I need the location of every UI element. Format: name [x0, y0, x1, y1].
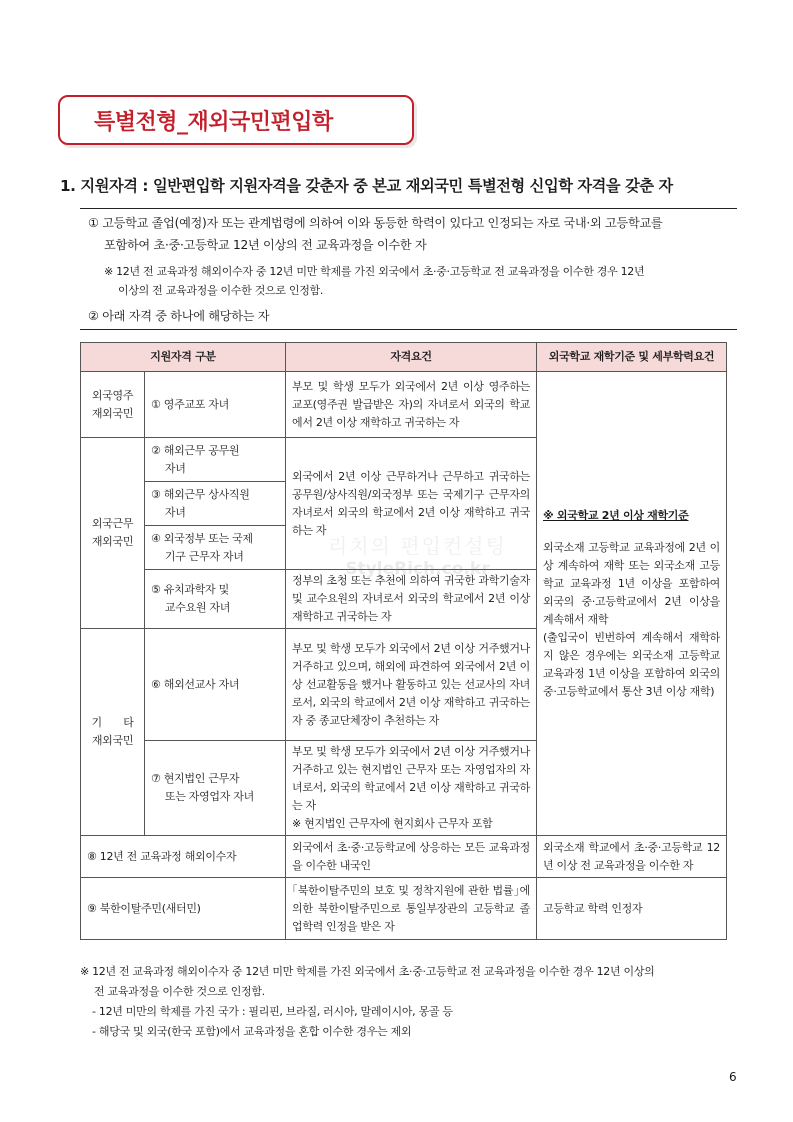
criteria-extra: (출입국이 빈번하여 계속해서 재학하지 않은 경우에는 외국소재 고등학교 교육과정 1년 이상을 포함하여 외국의 중·고등학교에서 통산 3년 이상 재학): [543, 630, 720, 698]
group-work: 외국근무 재외국민: [81, 438, 145, 629]
page-title: 특별전형_재외국민편입학: [94, 110, 333, 135]
divider: [80, 208, 737, 209]
r5-requirement: 정부의 초청 또는 추천에 의하여 귀국한 과학기술자 및 교수요원의 자녀로서 외국의 학교에서 2년 이상 재학하고 귀국하는 자: [286, 570, 537, 629]
r7-subcategory: ⑦ 현지법인 근무자 또는 자영업자 자녀: [145, 741, 286, 836]
header-category: 지원자격 구분: [81, 343, 286, 372]
table-row: [81, 878, 727, 940]
footnote-line3: - 12년 미만의 학제를 가진 국가 : 필리핀, 브라질, 러시아, 말레이시아, 몽골 등: [92, 1005, 453, 1018]
footnote-line4: - 해당국 및 외국(한국 포함)에서 교육과정을 혼합 이수한 경우는 제외: [92, 1025, 412, 1038]
r1-requirement: 부모 및 학생 모두가 외국에서 2년 이상 영주하는 교포(영주권 발급받은 자)의 자녀로서 외국의 학교에서 2년 이상 재학하고 귀국하는 자: [286, 372, 537, 438]
criteria-cell: [537, 372, 727, 836]
r7-note: ※ 현지법인 근무자에 현지회사 근무자 포함: [292, 817, 493, 830]
criteria-heading: ※ 외국학교 2년 이상 재학기준: [543, 508, 689, 522]
table-row: [81, 372, 727, 438]
item1-line2: 포함하여 초·중·고등학교 12년 이상의 전 교육과정을 이수한 자: [104, 238, 427, 252]
qualification-table: [80, 342, 727, 940]
table-header-row: [81, 343, 727, 372]
item2-line: ② 아래 자격 중 하나에 해당하는 자: [88, 309, 270, 323]
page-number: 6: [729, 1070, 737, 1084]
watermark-line1: 리치의 편입컨설팅: [328, 534, 507, 558]
r8-requirement: 외국에서 초·중·고등학교에 상응하는 모든 교육과정을 이수한 내국인: [286, 836, 537, 878]
r8-subcategory: ⑧ 12년 전 교육과정 해외이수자: [81, 836, 286, 878]
r9-subcategory: ⑨ 북한이탈주민(새터민): [81, 878, 286, 940]
header-criteria: 외국학교 재학기준 및 세부학력요건: [537, 343, 727, 372]
r9-criteria: 고등학교 학력 인정자: [537, 878, 727, 940]
footnote-line1: ※ 12년 전 교육과정 해외이수자 중 12년 미만 학제를 가진 외국에서 초·중·고등학교 전 교육과정을 이수한 경우 12년 이상의: [80, 965, 655, 978]
title-box: [58, 95, 414, 145]
table-row: [81, 836, 727, 878]
header-requirement: 자격요건: [286, 343, 537, 372]
r6-subcategory: ⑥ 해외선교사 자녀: [145, 629, 286, 741]
item1-line1: ① 고등학교 졸업(예정)자 또는 관계법령에 의하여 이와 동등한 학력이 있다고 인정되는 자로 국내·외 고등학교를: [88, 216, 663, 230]
r7-requirement: 부모 및 학생 모두가 외국에서 2년 이상 거주했거나 거주하고 있는 현지법인 근무자 또는 자영업자의 자녀로서, 외국의 학교에서 2년 이상 재학하고 귀국하는 자: [292, 745, 530, 812]
criteria-body: 외국소재 고등학교 교육과정에 2년 이상 계속하여 재학 또는 외국소재 고등학교 교육과정 1년 이상을 포함하여 외국의 중·고등학교에서 2년 이상을 계속해서 재학: [543, 540, 720, 626]
footnote-line2: 전 교육과정을 이수한 것으로 인정함.: [94, 985, 265, 998]
group-permanent: 외국영주 재외국민: [81, 372, 145, 438]
r9-requirement: ｢북한이탈주민의 보호 및 정착지원에 관한 법률｣에 의한 북한이탈주민으로 통일부장관의 고등학교 졸업학력 인정을 받은 자: [286, 878, 537, 940]
r6-requirement: 부모 및 학생 모두가 외국에서 2년 이상 거주했거나 거주하고 있으며, 해외에 파견하여 외국에서 2년 이상 선교활동을 했거나 활동하고 있는 선교사의 자녀로서, 외국의 학교에서 2년 이상 재학하고 귀국하는 자 중 종교단체장이 추천하는 자: [286, 629, 537, 741]
item1-note-line2: 이상의 전 교육과정을 이수한 것으로 인정함.: [118, 284, 324, 297]
divider: [80, 329, 737, 330]
section-heading: 1. 지원자격 : 일반편입학 지원자격을 갖춘자 중 본교 재외국민 특별전형 신입학 자격을 갖춘 자: [60, 177, 673, 195]
item1-note-line1: ※ 12년 전 교육과정 해외이수자 중 12년 미만 학제를 가진 외국에서 초·중·고등학교 전 교육과정을 이수한 경우 12년: [104, 265, 645, 278]
r2-requirement: 외국에서 2년 이상 근무하거나 근무하고 귀국하는 공무원/상사직원/외국정부 또는 국제기구 근무자의 자녀로서 외국의 학교에서 2년 이상 재학하고 귀국하는 자: [286, 438, 537, 570]
r5-subcategory: ⑤ 유치과학자 및 교수요원 자녀: [145, 570, 286, 629]
watermark-line2: StyleRich.co.kr: [345, 559, 490, 579]
r1-subcategory: ① 영주교포 자녀: [145, 372, 286, 438]
group-other: 기 타 재외국민: [81, 629, 145, 836]
r3-subcategory: ③ 해외근무 상사직원 자녀: [145, 482, 286, 526]
r8-criteria: 외국소재 학교에서 초·중·고등학교 12년 이상 전 교육과정을 이수한 자: [537, 836, 727, 878]
r2-subcategory: ② 해외근무 공무원 자녀: [145, 438, 286, 482]
r4-subcategory: ④ 외국정부 또는 국제 기구 근무자 자녀: [145, 526, 286, 570]
r7-requirement-cell: [286, 741, 537, 836]
